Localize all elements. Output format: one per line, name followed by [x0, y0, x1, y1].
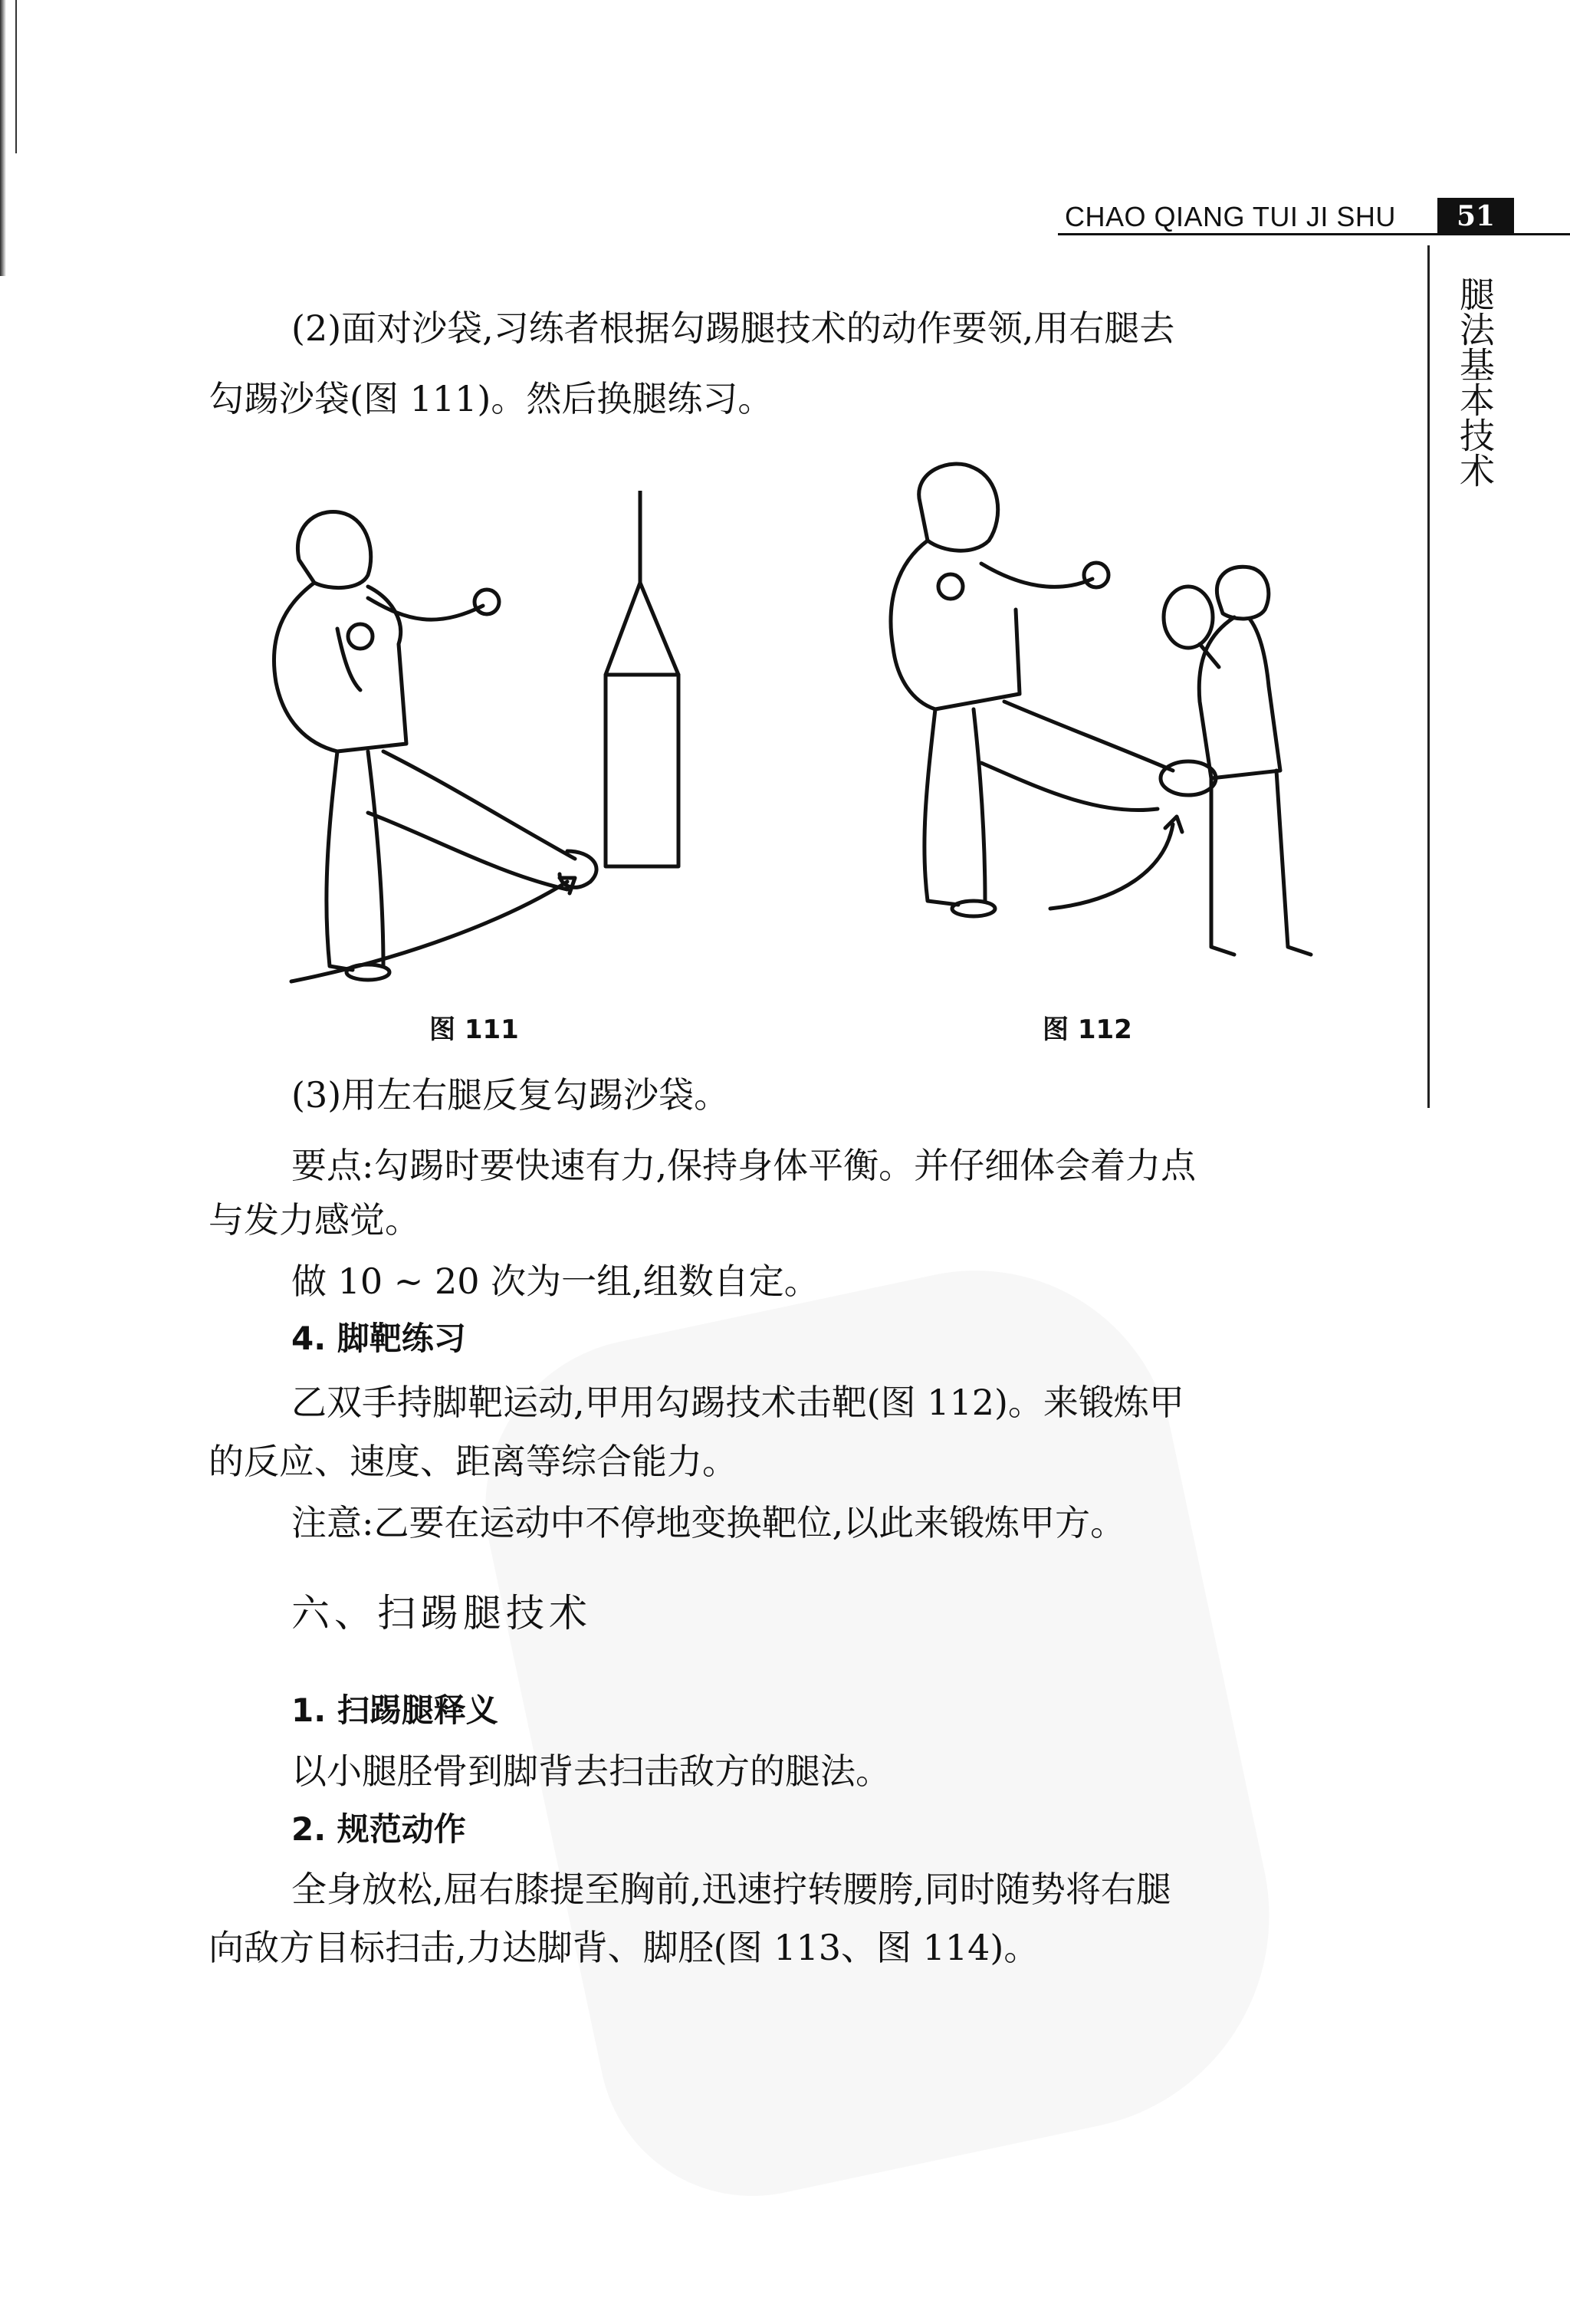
running-title: CHAO QIANG TUI JI SHU [1065, 201, 1396, 232]
paragraph-2-line1: (2)面对沙袋,习练者根据勾踢腿技术的动作要领,用右腿去 [291, 307, 1175, 349]
scan-edge [0, 0, 6, 276]
kicker-fist-front [475, 590, 499, 614]
side-tab-title: 腿法基本技术 [1454, 276, 1496, 488]
heading-foot-target-practice: 4. 脚靶练习 [291, 1320, 466, 1357]
paragraph-2-line2: 勾踢沙袋(图 111)。然后换腿练习。 [209, 378, 774, 419]
kicker-112-kicking-leg-bottom [981, 763, 1158, 810]
sandbag-chains [606, 583, 678, 675]
kicker-112-torso [891, 541, 1020, 709]
kicker-fist-back [348, 624, 373, 649]
header-rule [1058, 233, 1570, 235]
paragraph-3: (3)用左右腿反复勾踢沙袋。 [291, 1074, 730, 1116]
key-points-line2: 与发力感觉。 [209, 1199, 420, 1241]
figure-111-illustration [253, 491, 728, 1012]
kicker-112-standing-leg [925, 709, 958, 905]
reps-note: 做 10 ~ 20 次为一组,组数自定。 [291, 1261, 819, 1302]
kicker-head [297, 512, 370, 588]
side-tab [1427, 245, 1512, 1108]
figure-112-illustration [851, 456, 1334, 993]
kicker-112-head [919, 464, 998, 551]
kicker-112-fist-back [938, 574, 963, 599]
holder-head [1217, 567, 1268, 619]
page-number: 51 [1437, 198, 1514, 233]
figure-112-caption: 图 112 [1043, 1014, 1132, 1045]
heading-standard-action: 2. 规范动作 [291, 1810, 466, 1848]
attention-note: 注意:乙要在运动中不停地变换靶位,以此来锻炼甲方。 [291, 1502, 1126, 1543]
page-edge-rule [15, 0, 17, 153]
section-title: 六、扫踢腿技术 [291, 1591, 592, 1635]
definition-text: 以小腿胫骨到脚背去扫击敌方的腿法。 [291, 1750, 891, 1792]
kicker-kicking-leg-top [383, 751, 575, 859]
figure-111-caption: 图 111 [429, 1014, 519, 1045]
key-points-line1: 要点:勾踢时要快速有力,保持身体平衡。并仔细体会着力点 [291, 1145, 1197, 1186]
sandbag [606, 675, 678, 866]
side-tab-rule [1427, 245, 1430, 1108]
kicker-standing-leg-inner [368, 751, 383, 966]
kicker-112-standing-foot [952, 901, 995, 916]
foot-target-line2: 的反应、速度、距离等综合能力。 [209, 1441, 737, 1482]
kicker-112-kicking-leg-top [1004, 702, 1173, 771]
foot-target-line1: 乙双手持脚靶运动,甲用勾踢技术击靶(图 112)。来锻炼甲 [291, 1382, 1184, 1423]
kicker-standing-leg [327, 751, 353, 970]
kicker-112-arm-front [981, 564, 1092, 587]
kicker-112-fist-front [1084, 563, 1109, 587]
holder-leg-left [1211, 778, 1234, 955]
holder-torso [1199, 617, 1280, 778]
target-pad-upper [1164, 587, 1213, 648]
standard-action-line1: 全身放松,屈右膝提至胸前,迅速拧转腰胯,同时随势将右腿 [291, 1869, 1171, 1910]
motion-arrow-112 [1050, 824, 1173, 909]
kicker-kicking-leg-bottom [368, 813, 567, 889]
holder-leg-right [1276, 771, 1311, 955]
running-header [1058, 198, 1570, 236]
kicker-112-standing-leg-inner [974, 709, 985, 901]
standard-action-line2: 向敌方目标扫击,力达脚背、脚胫(图 113、图 114)。 [209, 1927, 1040, 1968]
target-pad-lower [1161, 761, 1216, 795]
heading-definition: 1. 扫踢腿释义 [291, 1691, 498, 1729]
